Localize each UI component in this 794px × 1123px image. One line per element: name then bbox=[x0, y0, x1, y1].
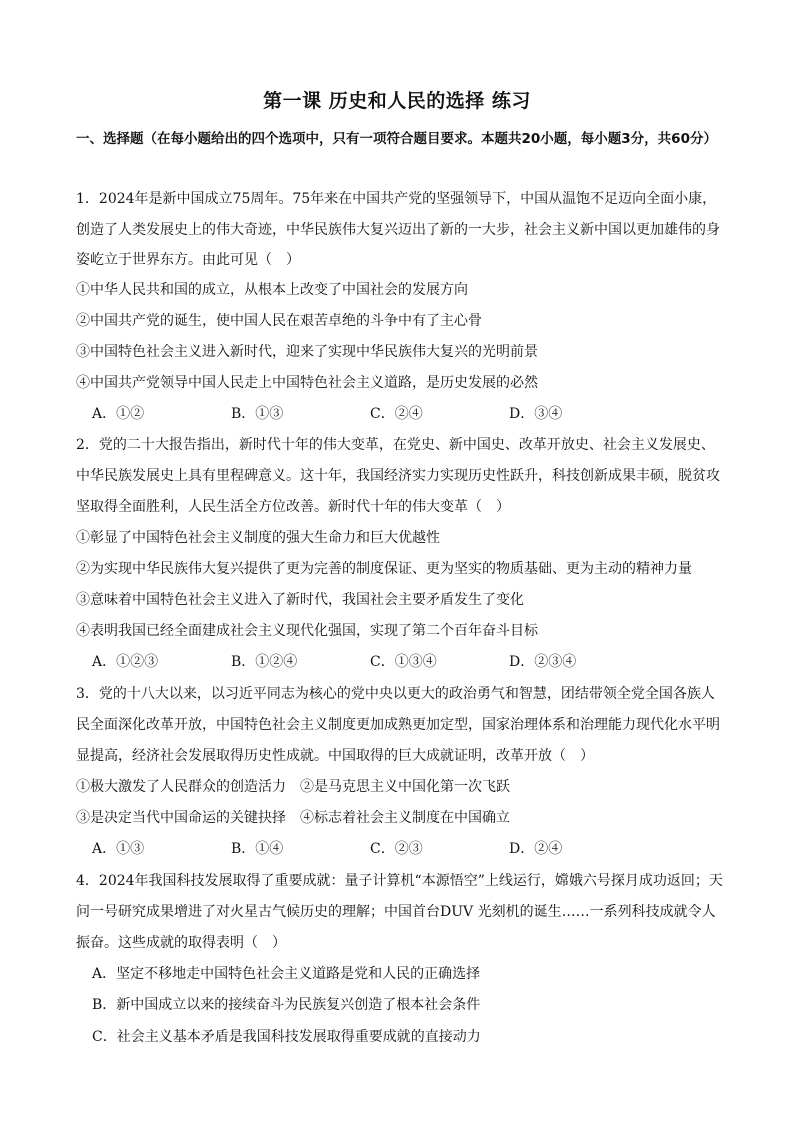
option-a: A．①②③ bbox=[92, 654, 159, 670]
question-stem-line: 问一号研究成果增进了对火星古气候历史的理解；中国首台DUV 光刻机的诞生……一系列科技成就令人 bbox=[76, 904, 716, 920]
statement-line: ①极大激发了人民群众的创造活力 ②是马克思主义中国化第一次飞跃 bbox=[76, 779, 510, 795]
option-b: B．新中国成立以来的接续奋斗为民族复兴创造了根本社会条件 bbox=[92, 997, 481, 1013]
statement-line: ④中国共产党领导中国人民走上中国特色社会主义道路，是历史发展的必然 bbox=[76, 375, 538, 391]
statement-line: ①彰显了中国特色社会主义制度的强大生命力和巨大优越性 bbox=[76, 530, 440, 546]
option-a: A．①② bbox=[92, 406, 145, 422]
question-stem-line: 坚取得全面胜利，人民生活全方位改善。新时代十年的伟大变革（ ） bbox=[76, 499, 510, 515]
question-stem-line: 1．2024年是新中国成立75周年。75年来在中国共产党的坚强领导下，中国从温饱不足迈向全面小康， bbox=[76, 191, 717, 207]
option-c: C．②③ bbox=[370, 841, 423, 857]
question-stem-line: 创造了人类发展史上的伟大奇迹，中华民族伟大复兴迈出了新的一大步，社会主义新中国以更加雄伟的身 bbox=[76, 222, 720, 238]
section-header: 一、选择题（在每小题给出的四个选项中，只有一项符合题目要求。本题共20小题，每小题3分，共60分） bbox=[76, 131, 717, 147]
question-stem-line: 4．2024年我国科技发展取得了重要成就：量子计算机“本源悟空”上线运行，嫦娥六号探月成功返回；天 bbox=[76, 873, 723, 889]
option-b: B．①④ bbox=[231, 841, 284, 857]
option-a: A．坚定不移地走中国特色社会主义道路是党和人民的正确选择 bbox=[92, 966, 481, 982]
answer-options bbox=[92, 652, 576, 672]
statement-line: ②为实现中华民族伟大复兴提供了更为完善的制度保证、更为坚实的物质基础、更为主动的精神力量 bbox=[76, 561, 692, 577]
question-stem-line: 民全面深化改革开放，中国特色社会主义制度更加成熟更加定型，国家治理体系和治理能力现代化水平明 bbox=[76, 717, 720, 733]
option-c: C．②④ bbox=[370, 406, 423, 422]
answer-options bbox=[92, 404, 562, 424]
statement-line: ②中国共产党的诞生，使中国人民在艰苦卓绝的斗争中有了主心骨 bbox=[76, 313, 482, 329]
option-a: A．①③ bbox=[92, 841, 145, 857]
question-stem-line: 2．党的二十大报告指出，新时代十年的伟大变革，在党史、新中国史、改革开放史、社会主义发展史、 bbox=[76, 437, 715, 453]
question-stem-line: 3．党的十八大以来，以习近平同志为核心的党中央以更大的政治勇气和智慧，团结带领全党全国各族人 bbox=[76, 686, 715, 702]
option-c: C．社会主义基本矛盾是我国科技发展取得重要成就的直接动力 bbox=[92, 1029, 481, 1045]
option-b: B．①②④ bbox=[231, 654, 298, 670]
question-stem-line: 显提高，经济社会发展取得历史性成就。中国取得的巨大成就证明，改革开放（ ） bbox=[76, 748, 594, 764]
statement-line: ①中华人民共和国的成立，从根本上改变了中国社会的发展方向 bbox=[76, 282, 468, 298]
question-stem-line: 振奋。这些成就的取得表明（ ） bbox=[76, 935, 286, 951]
statement-line: ③中国特色社会主义进入新时代，迎来了实现中华民族伟大复兴的光明前景 bbox=[76, 344, 538, 360]
statement-line: ③意味着中国特色社会主义进入了新时代，我国社会主要矛盾发生了变化 bbox=[76, 592, 524, 608]
page-title: 第一课 历史和人民的选择 练习 bbox=[263, 90, 531, 112]
option-b: B．①③ bbox=[231, 406, 284, 422]
option-d: D．③④ bbox=[509, 406, 563, 422]
answer-options bbox=[92, 839, 562, 859]
question-stem-line: 中华民族发展史上具有里程碑意义。这十年，我国经济实力实现历史性跃升，科技创新成果丰硕，脱贫攻 bbox=[76, 468, 720, 484]
option-d: D．②④ bbox=[509, 841, 563, 857]
question-stem-line: 姿屹立于世界东方。由此可见（ ） bbox=[76, 252, 300, 268]
statement-line: ③是决定当代中国命运的关键抉择 ④标志着社会主义制度在中国确立 bbox=[76, 810, 510, 826]
option-c: C．①③④ bbox=[370, 654, 437, 670]
statement-line: ④表明我国已经全面建成社会主义现代化强国，实现了第二个百年奋斗目标 bbox=[76, 623, 538, 639]
option-d: D．②③④ bbox=[509, 654, 577, 670]
